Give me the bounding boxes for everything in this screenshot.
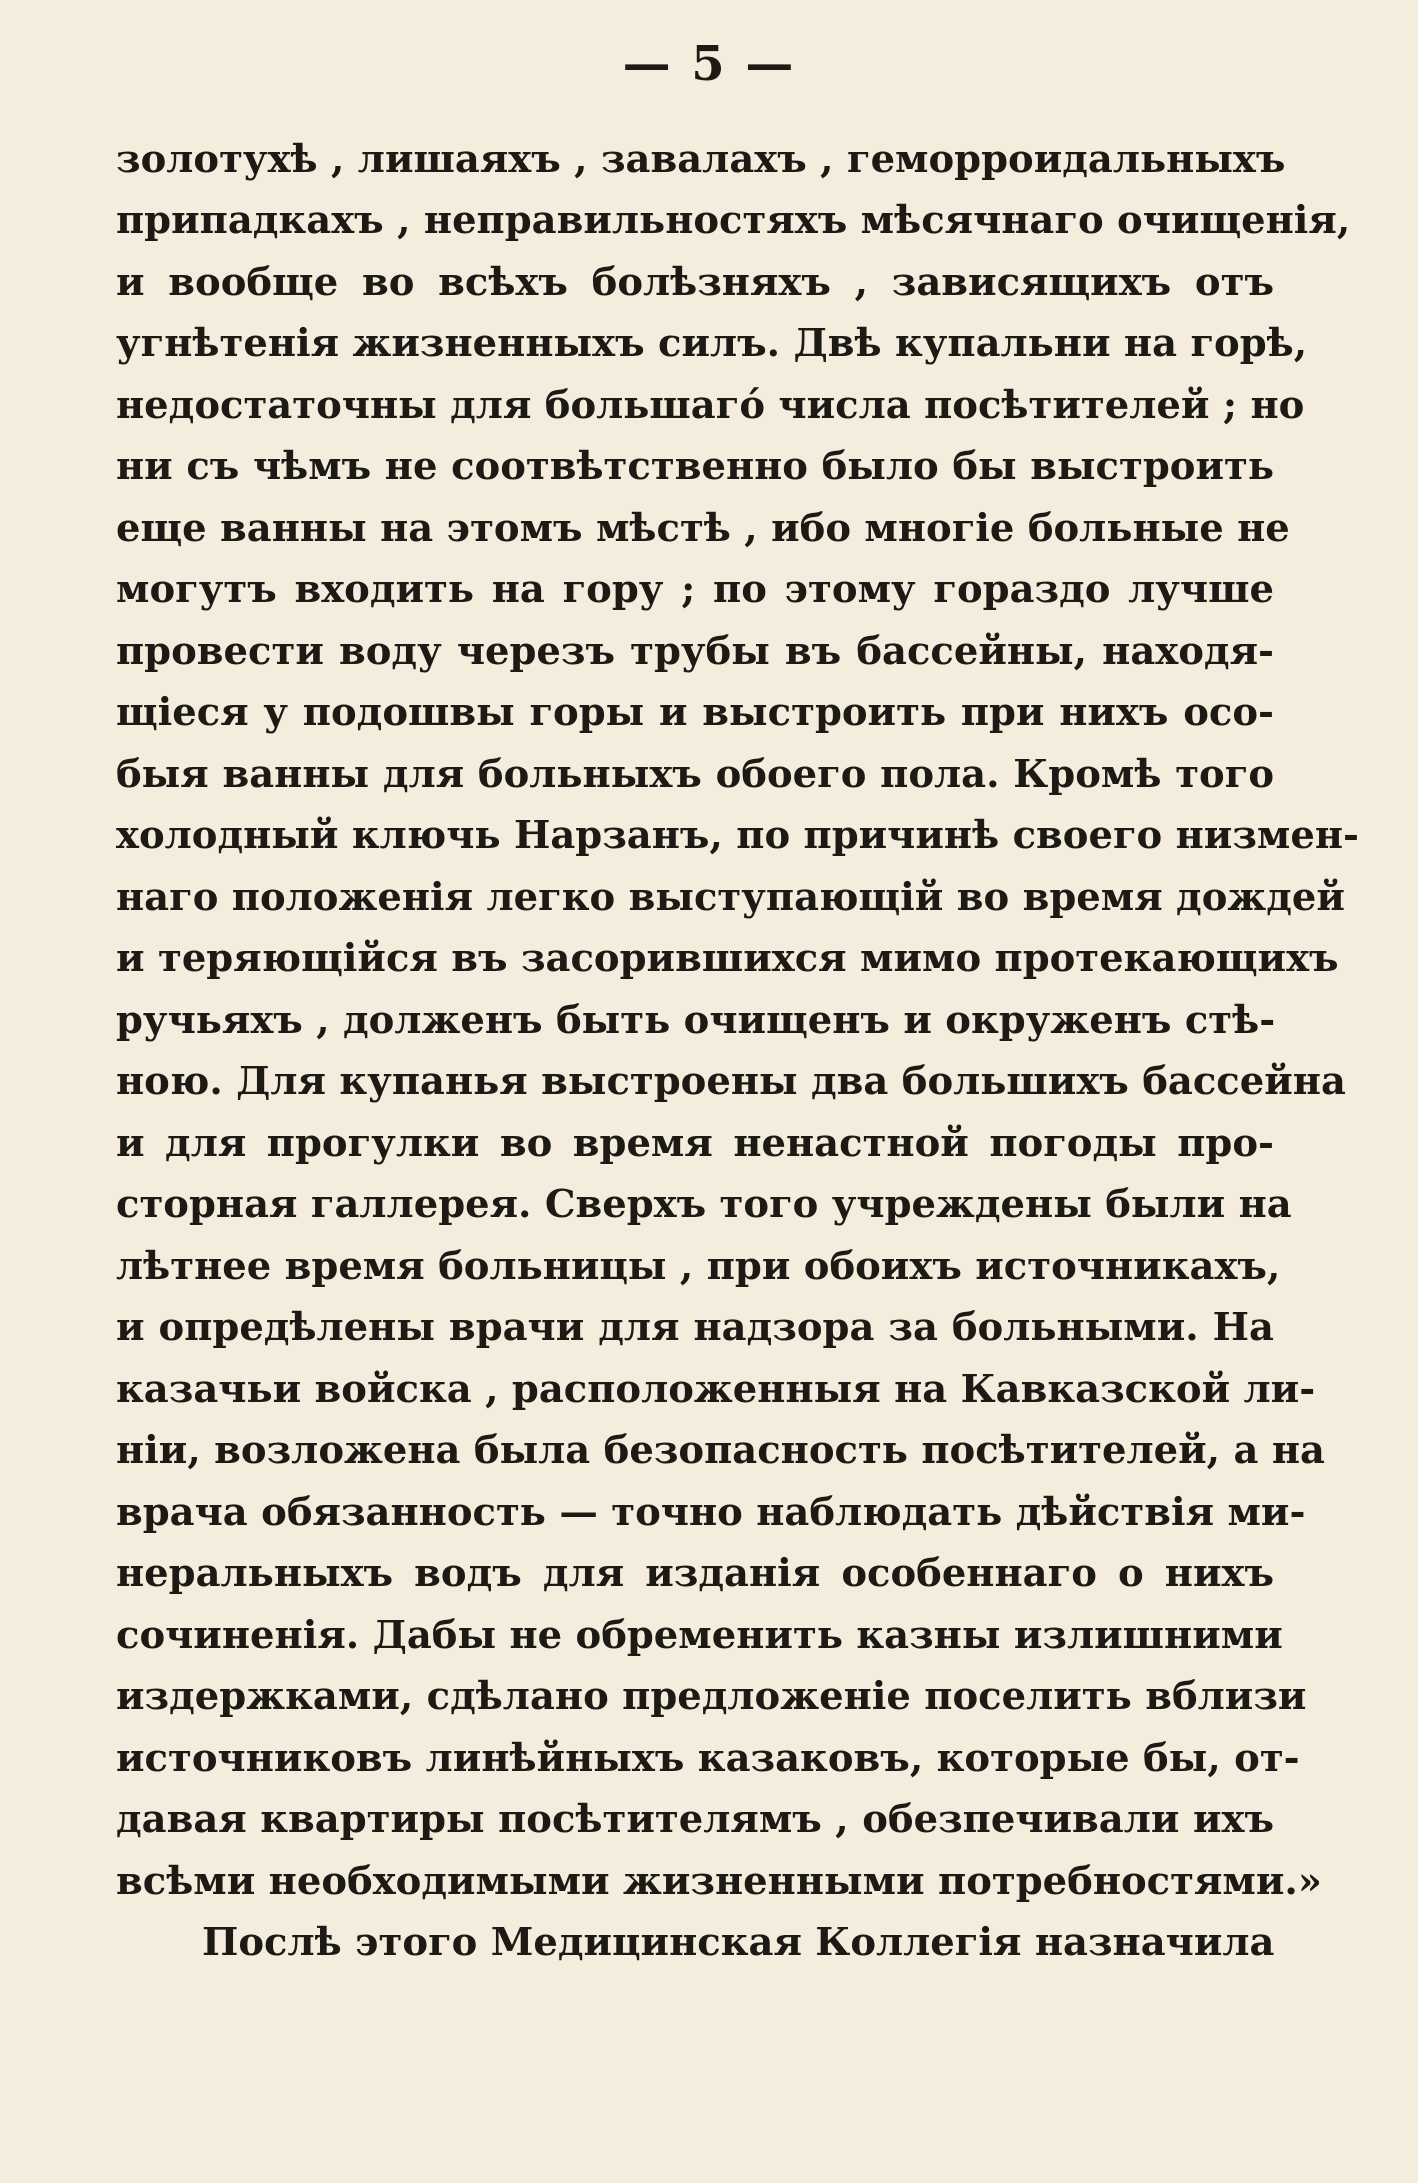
text-line: Послѣ этого Медицинская Коллегія назначила xyxy=(202,1920,1275,1965)
text-line: могутъ входить на гору ; по этому гораздо лучше xyxy=(116,567,1274,612)
text-line: наго положенія легко выступающій во время дождей xyxy=(116,875,1345,920)
text-line: казачьи войска , расположенныя на Кавказской ли- xyxy=(116,1367,1316,1412)
text-line: ніи, возложена была безопасность посѣтителей, а на xyxy=(116,1428,1325,1473)
text-line: всѣми необходимыми жизненными потребностями.» xyxy=(116,1859,1322,1904)
text-line: угнѣтенія жизненныхъ силъ. Двѣ купальни на горѣ, xyxy=(116,321,1308,366)
text-line: ручьяхъ , долженъ быть очищенъ и окруженъ стѣ- xyxy=(116,998,1276,1043)
text-line: издержками, сдѣлано предложеніе поселить вблизи xyxy=(116,1674,1307,1719)
text-line: и опредѣлены врачи для надзора за больными. На xyxy=(116,1305,1274,1350)
text-line: источниковъ линѣйныхъ казаковъ, которые бы, от- xyxy=(116,1736,1300,1781)
text-line: и вообще во всѣхъ болѣзняхъ , зависящихъ отъ xyxy=(116,260,1274,305)
text-line: быя ванны для больныхъ обоего пола. Кромѣ того xyxy=(116,752,1274,797)
text-line: ни съ чѣмъ не соотвѣтственно было бы выстроить xyxy=(116,444,1274,489)
text-line: золотухѣ , лишаяхъ , завалахъ , геморроидальныхъ xyxy=(116,137,1286,182)
page-number: — 5 — xyxy=(622,36,796,92)
text-line: холодный ключь Нарзанъ, по причинѣ своего низмен- xyxy=(116,813,1360,858)
text-line: неральныхъ водъ для изданія особеннаго о нихъ xyxy=(116,1551,1274,1596)
text-line: еще ванны на этомъ мѣстѣ , ибо многіе больные не xyxy=(116,506,1290,551)
text-line: провести воду черезъ трубы въ бассейны, находя- xyxy=(116,629,1274,674)
text-line: врача обязанность — точно наблюдать дѣйствія ми- xyxy=(116,1490,1306,1535)
text-line: и теряющійся въ засорившихся мимо протекающихъ xyxy=(116,936,1339,981)
text-line: и для прогулки во время ненастной погоды про- xyxy=(116,1121,1274,1166)
text-line: давая квартиры посѣтителямъ , обезпечивали ихъ xyxy=(116,1797,1274,1842)
text-line: сочиненія. Дабы не обременить казны излишними xyxy=(116,1613,1283,1658)
text-line: сторная галлерея. Сверхъ того учреждены были на xyxy=(116,1182,1292,1227)
text-line: лѣтнее время больницы , при обоихъ источникахъ, xyxy=(116,1244,1281,1289)
text-line: ною. Для купанья выстроены два большихъ бассейна xyxy=(116,1059,1346,1104)
text-line: щіеся у подошвы горы и выстроить при нихъ осо- xyxy=(116,690,1274,735)
text-line: недостаточны для большагó числа посѣтителей ; но xyxy=(116,383,1305,428)
text-line: припадкахъ , неправильностяхъ мѣсячнаго очищенія, xyxy=(116,198,1351,243)
